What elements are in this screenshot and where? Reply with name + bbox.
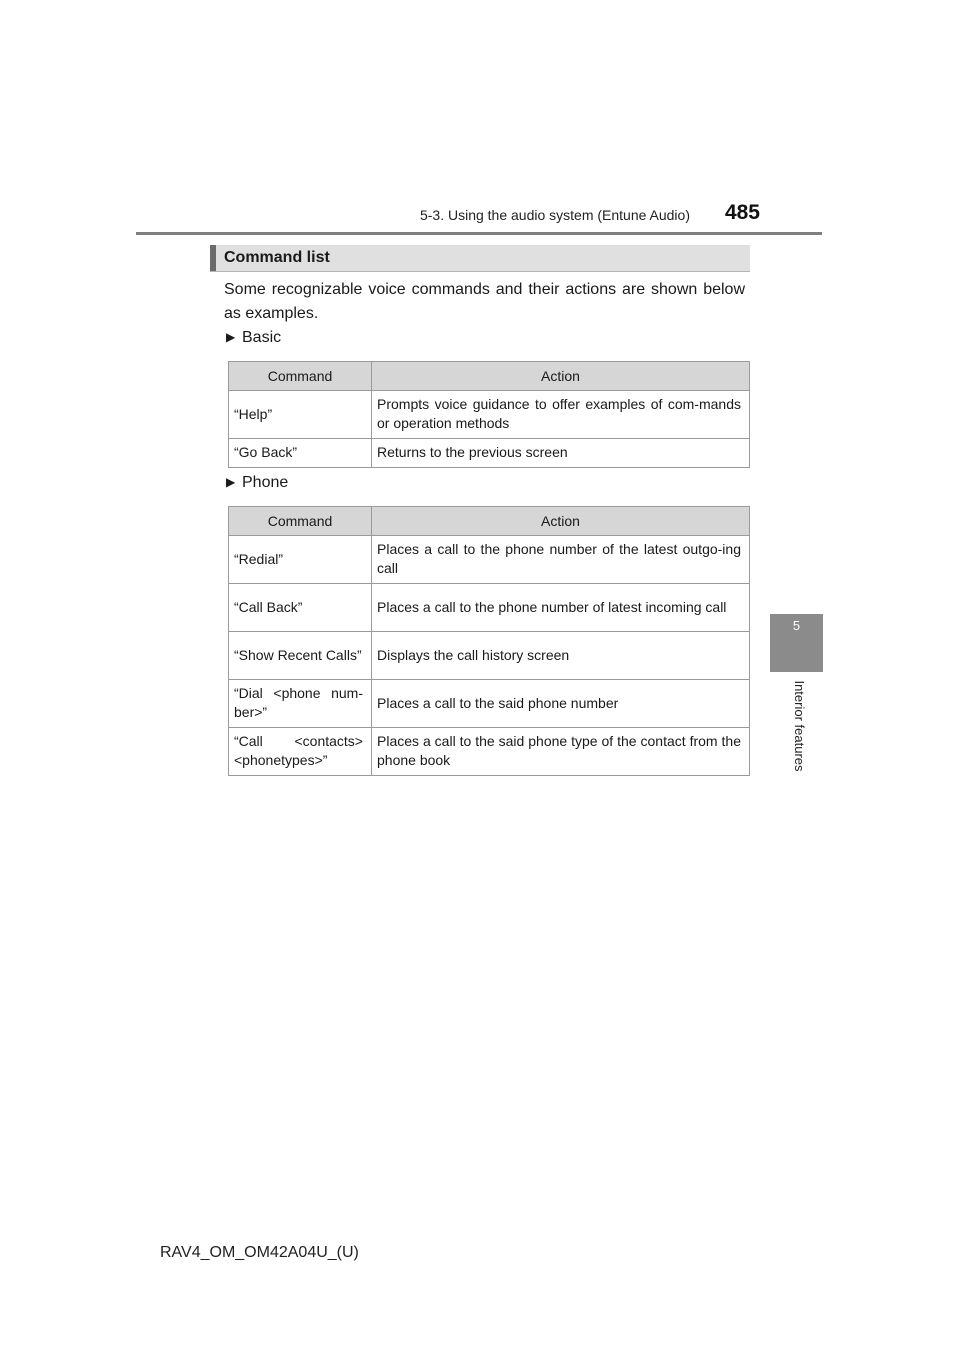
section-heading — [210, 245, 750, 272]
table-row — [229, 632, 750, 680]
command-cell: “Call <contacts> <phonetypes>” — [229, 728, 372, 776]
header-rule — [136, 232, 822, 235]
table-row — [229, 728, 750, 776]
command-cell: “Call Back” — [229, 584, 372, 632]
table-header-row — [229, 362, 750, 391]
table-row — [229, 536, 750, 584]
section-heading-bar — [210, 245, 216, 271]
column-header-action: Action — [372, 507, 750, 536]
action-cell: Places a call to the phone number of latest incoming call — [372, 584, 750, 632]
section-heading-text: Command list — [224, 249, 330, 266]
phone-command-table — [228, 506, 750, 776]
table-row — [229, 584, 750, 632]
action-cell: Places a call to the said phone type of the contact from the phone book — [372, 728, 750, 776]
triangle-bullet-icon: ▶ — [226, 330, 236, 344]
table-header-row — [229, 507, 750, 536]
intro-paragraph: Some recognizable voice commands and their actions are shown below as examples. — [224, 281, 745, 322]
subheading-basic-label: Basic — [242, 329, 282, 346]
column-header-action: Action — [372, 362, 750, 391]
command-cell: “Go Back” — [229, 439, 372, 468]
chapter-tab — [770, 614, 823, 672]
table-row — [229, 439, 750, 468]
chapter-side-label: Interior features — [792, 680, 807, 772]
basic-command-table — [228, 361, 750, 468]
triangle-bullet-icon: ▶ — [226, 475, 236, 489]
command-cell: “Help” — [229, 391, 372, 439]
subheading-basic — [226, 329, 281, 347]
command-cell: “Show Recent Calls” — [229, 632, 372, 680]
table-row — [229, 391, 750, 439]
command-cell: “Redial” — [229, 536, 372, 584]
action-cell: Places a call to the phone number of the latest outgo-ing call — [372, 536, 750, 584]
action-cell: Places a call to the said phone number — [372, 680, 750, 728]
table-row — [229, 680, 750, 728]
action-cell: Displays the call history screen — [372, 632, 750, 680]
action-cell: Returns to the previous screen — [372, 439, 750, 468]
column-header-command: Command — [229, 507, 372, 536]
command-cell: “Dial <phone num-ber>” — [229, 680, 372, 728]
subheading-phone — [226, 474, 288, 492]
footer-doc-code: RAV4_OM_OM42A04U_(U) — [160, 1244, 359, 1261]
page-number: 485 — [724, 201, 760, 224]
column-header-command: Command — [229, 362, 372, 391]
subheading-phone-label: Phone — [242, 474, 289, 491]
running-header-title: 5-3. Using the audio system (Entune Audio) — [419, 207, 690, 223]
action-cell: Prompts voice guidance to offer examples of com-mands or operation methods — [372, 391, 750, 439]
chapter-number: 5 — [792, 618, 801, 633]
